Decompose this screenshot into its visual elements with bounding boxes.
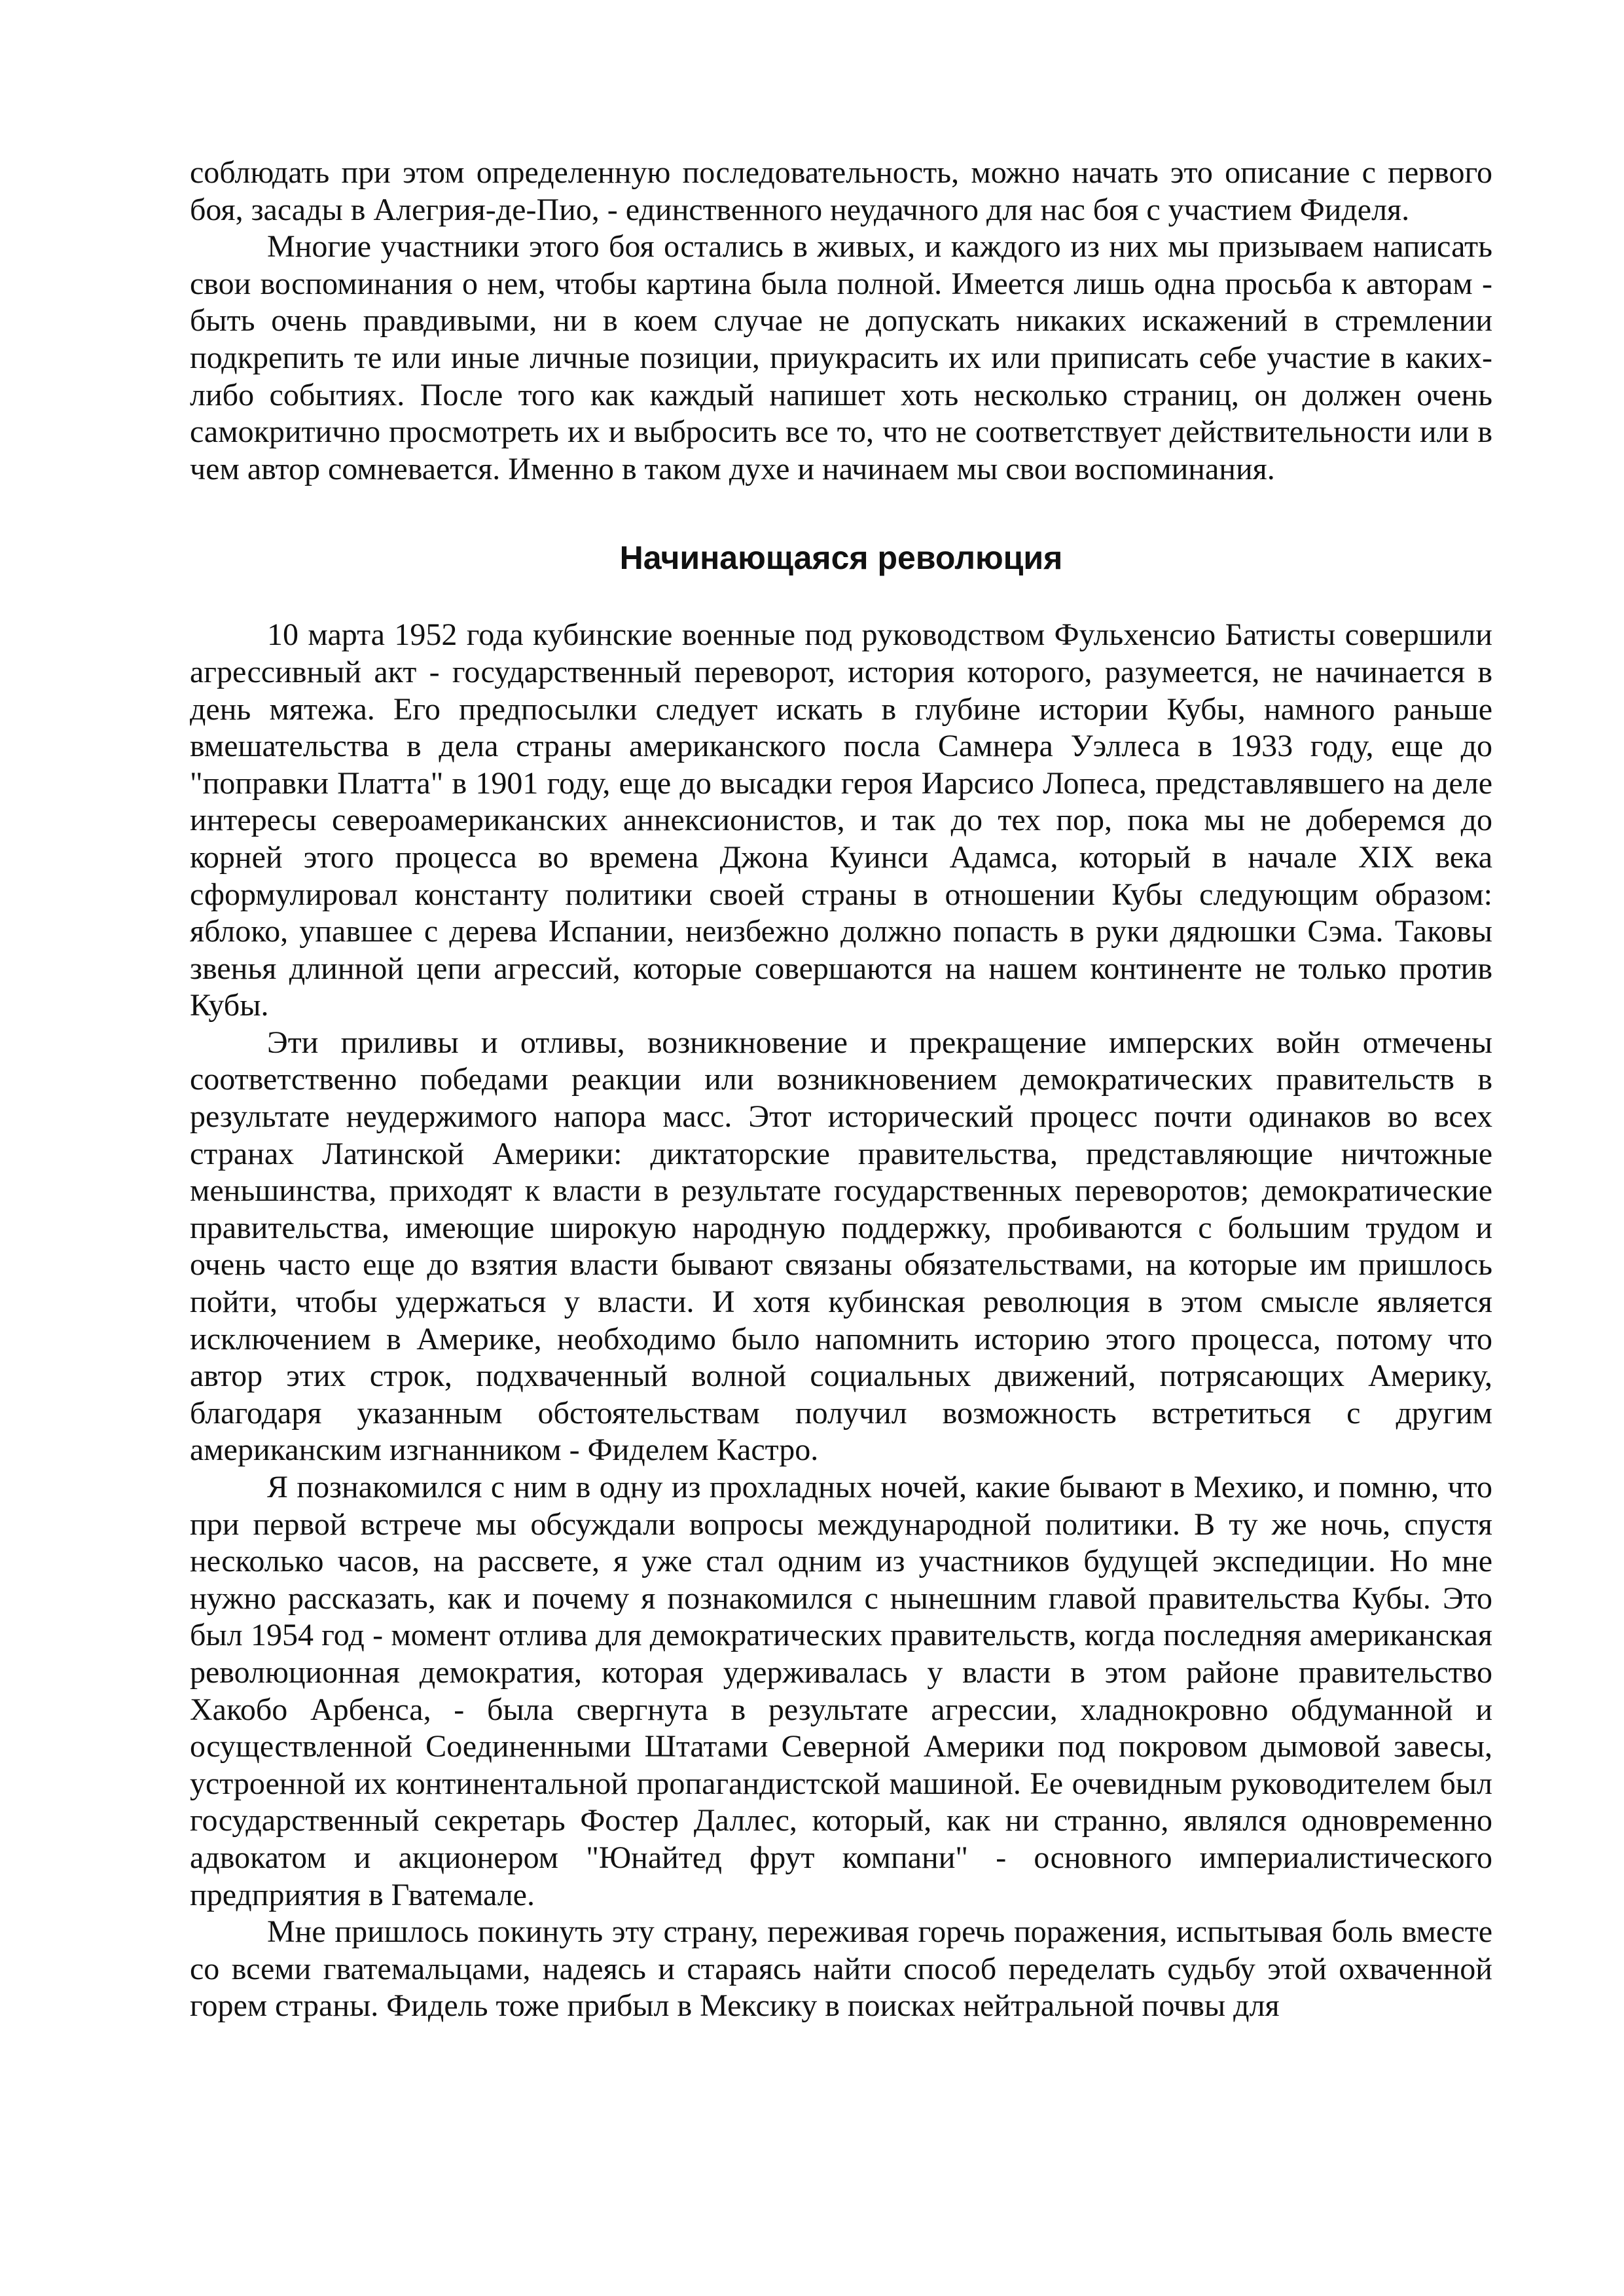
- section-heading: Начинающаяся революция: [619, 539, 1063, 577]
- paragraph-march-1952: 10 марта 1952 года кубинские военные под руководством Фульхенсио Батисты совершили агрессивный акт - государственный переворот, история которого, разумеется, не начинается в день мятежа. Его предпосылки следует искать в глубине истории Кубы, намного раньше вмешательства в дела страны американского посла Самнера Уэллеса в 1933 году, еще до "поправки Платта" в 1901 году, еще до высадки героя Иарсисо Лопеса, представлявшего на деле интересы североамериканских аннексионистов, и так до тех пор, пока мы не доберемся до корней этого процесса во времена Джона Куинси Адамса, который в начале XIX века сформулировал константу политики своей страны в отношении Кубы следующим образом: яблоко, упавшее с дерева Испании, неизбежно должно попасть в руки дядюшки Сэма. Таковы звенья длинной цепи агрессий, которые совершаются на нашем континенте не только против Кубы.: [190, 617, 1492, 1023]
- paragraph-continued: соблюдать при этом определенную последовательность, можно начать это описание с первого боя, засады в Алегрия-де-Пио, - единственного неудачного для нас боя с участием Фиделя.: [190, 155, 1492, 227]
- paragraph-tides-of-history: Эти приливы и отливы, возникновение и прекращение имперских войн отмечены соответственно победами реакции или возникновением демократических правительств в результате неудержимого напора масс. Этот исторический процесс почти одинаков во всех странах Латинской Америки: диктаторские правительства, представляющие ничтожные меньшинства, приходят к власти в результате государственных переворотов; демократические правительства, имеющие широкую народную поддержку, пробиваются с большим трудом и очень часто еще до взятия власти бывают связаны обязательствами, на которые им пришлось пойти, чтобы удержаться у власти. И хотя кубинская революция в этом смысле является исключением в Америке, необходимо было напомнить историю этого процесса, потому что автор этих строк, подхваченный волной социальных движений, потрясающих Америку, благодаря указанным обстоятельствам получил возможность встретиться с другим американским изгнанником - Фиделем Кастро.: [190, 1025, 1492, 1468]
- document-page: [190, 155, 1492, 2025]
- paragraph-meeting-fidel: Я познакомился с ним в одну из прохладных ночей, какие бывают в Мехико, и помню, что при первой встрече мы обсуждали вопросы международной политики. В ту же ночь, спустя несколько часов, на рассвете, я уже стал одним из участников будущей экспедиции. Но мне нужно рассказать, как и почему я познакомился с нынешним главой правительства Кубы. Это был 1954 год - момент отлива для демократических правительств, когда последняя американская революционная демократия, которая удерживалась у власти в этом районе правительство Хакобо Арбенса, - была свергнута в результате агрессии, хладнокровно обдуманной и осуществленной Соединенными Штатами Северной Америки под покровом дымовой завесы, устроенной их континентальной пропагандистской машиной. Ее очевидным руководителем был государственный секретарь Фостер Даллес, который, как ни странно, являлся одновременно адвокатом и акционером "Юнайтед фрут компани" - основного империалистического предприятия в Гватемале.: [190, 1470, 1492, 1912]
- paragraph-call-to-participants: Многие участники этого боя остались в живых, и каждого из них мы призываем написать свои воспоминания о нем, чтобы картина была полной. Имеется лишь одна просьба к авторам - быть очень правдивыми, ни в коем случае не допускать никаких искажений в стремлении подкрепить те или иные личные позиции, приукрасить их или приписать себе участие в каких-либо событиях. После того как каждый напишет хоть несколько страниц, он должен очень самокритично просмотреть их и выбросить все то, что не соответствует действительности или в чем автор сомневается. Именно в таком духе и начинаем мы свои воспоминания.: [190, 229, 1492, 486]
- paragraph-leaving-guatemala: Мне пришлось покинуть эту страну, переживая горечь поражения, испытывая боль вместе со всеми гватемальцами, надеясь и стараясь найти способ переделать судьбу этой охваченной горем страны. Фидель тоже прибыл в Мексику в поисках нейтральной почвы для: [190, 1914, 1492, 2024]
